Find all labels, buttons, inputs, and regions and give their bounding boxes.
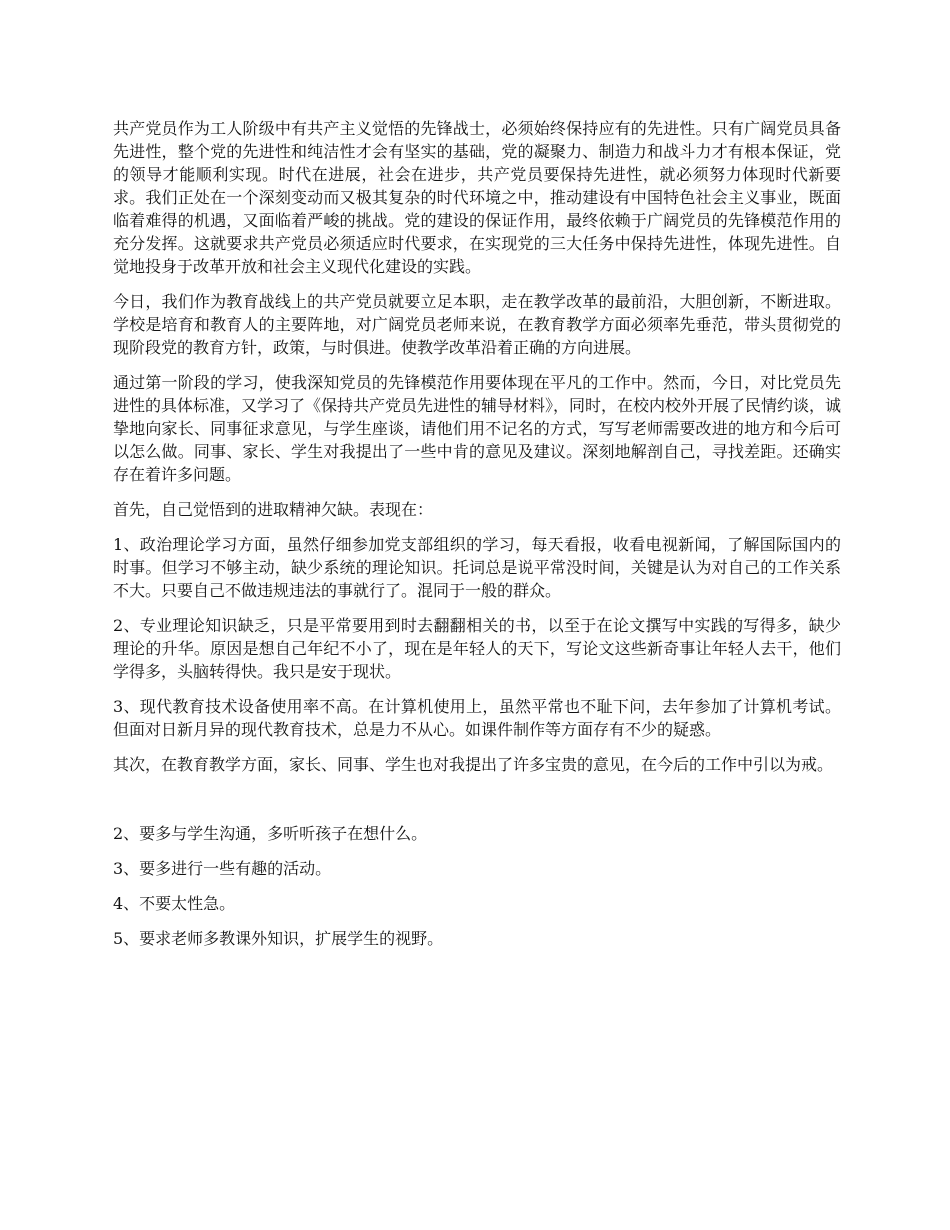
paragraph-advanced-nature: 共产党员作为工人阶级中有共产主义觉悟的先锋战士，必须始终保持应有的先进性。只有广阔党员具备先进性，整个党的先进性和纯洁性才会有坚实的基础，党的凝聚力、制造力和战斗力才有根本保证，党的领导才能顺利实现。时代在进展，社会在进步，共产党员要保持先进性，就必须努力体现时代新要求。我们正处在一个深刻变动而又极其复杂的时代环境之中，推动建设有中国特色社会主义事业，既面临着难得的机遇，又面临着严峻的挑战。党的建设的保证作用，最终依赖于广阔党员的先锋模范作用的充分发挥。这就要求共产党员必须适应时代要求，在实现党的三大任务中保持先进性，体现先进性。自觉地投身于改革开放和社会主义现代化建设的实践。 [113,119,841,276]
list-item: 5、要求老师多教课外知识，扩展学生的视野。 [113,929,444,948]
blank-gap [113,788,841,822]
document-body [113,117,841,962]
paragraph-education-front: 今日，我们作为教育战线上的共产党员就要立足本职，走在教学改革的最前沿，大胆创新，不断进取。学校是培育和教育人的主要阵地，对广阔党员老师来说，在教育教学方面必须率先垂范，带头贯彻党的现阶段党的教育方针，政策，与时俱进。使教学改革沿着正确的方向进展。 [113,292,841,357]
paragraph-item-political-theory: 1、政治理论学习方面，虽然仔细参加党支部组织的学习，每天看报，收看电视新闻，了解国际国内的时事。但学习不够主动，缺少系统的理论知识。托词总是说平常没时间，关键是认为对自己的工作关系不大。只要自己不做违规违法的事就行了。混同于一般的群众。 [113,535,841,600]
paragraph-second-point-intro: 其次，在教育教学方面，家长、同事、学生也对我提出了许多宝贵的意见，在今后的工作中引以为戒。 [113,755,834,774]
list-item: 2、要多与学生沟通，多听听孩子在想什么。 [113,824,428,843]
paragraph-item-modern-technology: 3、现代教育技术设备使用率不高。在计算机使用上，虽然平常也不耻下问，去年参加了计算机考试。但面对日新月异的现代教育技术，总是力不从心。如课件制作等方面存有不少的疑惑。 [113,697,841,739]
list-item: 3、要多进行一些有趣的活动。 [113,859,332,878]
paragraph-first-stage-study: 通过第一阶段的学习，使我深知党员的先锋模范作用要体现在平凡的工作中。然而，今日，对比党员先进性的具体标准，又学习了《保持共产党员先进性的辅导材料》，同时，在校内校外开展了民情约谈，诚挚地向家长、同事征求意见，与学生座谈，请他们用不记名的方式，写写老师需要改进的地方和今后可以怎么做。同事、家长、学生对我提出了一些中肯的意见及建议。深刻地解剖自己，寻找差距。还确实存在着许多问题。 [113,373,842,484]
paragraph-item-professional-theory: 2、专业理论知识缺乏，只是平常要用到时去翻翻相关的书，以至于在论文撰写中实践的写得多，缺少理论的升华。原因是想自己年纪不小了，现在是年轻人的天下，写论文这些新奇事让年轻人去干，他们学得多，头脑转得快。我只是安于现状。 [113,616,841,681]
list-item: 4、不要太性急。 [113,894,236,913]
paragraph-first-point-intro: 首先，自己觉悟到的进取精神欠缺。表现在： [113,500,434,519]
